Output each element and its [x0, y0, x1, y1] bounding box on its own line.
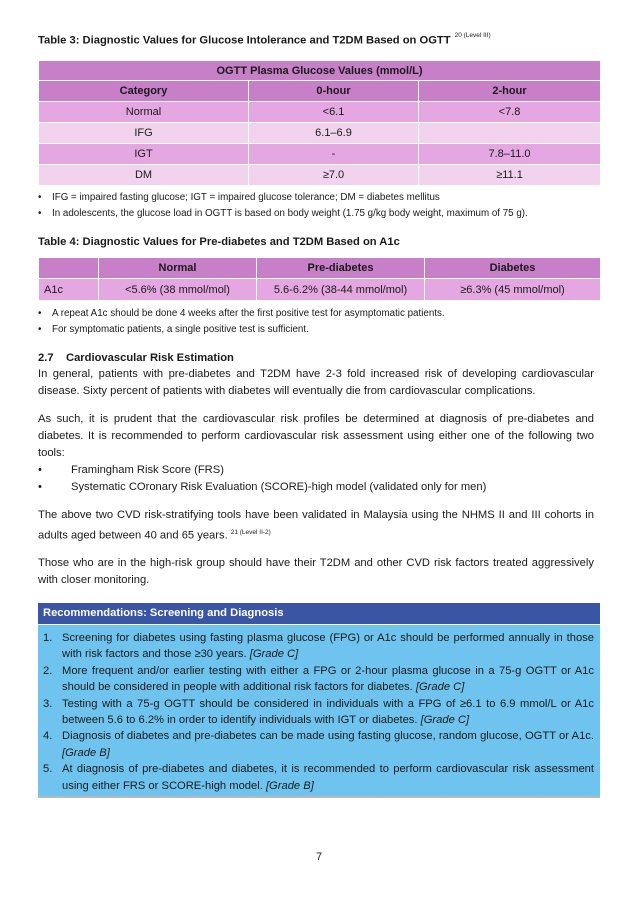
- table-cell: 6.1–6.9: [249, 123, 419, 144]
- table-cell: [419, 123, 601, 144]
- paragraph-3-ref: 21 (Level II-2): [230, 529, 271, 536]
- table3-caption-text: Table 3: Diagnostic Values for Glucose Intolerance and T2DM Based on OGTT: [38, 34, 451, 47]
- recommendation-text: Testing with a 75-g OGTT should be considered in individuals with a FPG of ≥6.1 to 6.9 mmol/L or A1c between 5.6 to 6.2% in order to identify individuals with IGT or diabetes.: [62, 697, 594, 727]
- recommendation-grade: [Grade B]: [62, 746, 110, 759]
- table-cell: ≥6.3% (45 mmol/mol): [425, 279, 601, 301]
- recommendation-grade: [Grade C]: [420, 714, 470, 727]
- recommendations-box: [38, 603, 600, 798]
- paragraph-2: As such, it is prudent that the cardiovascular risk profiles be determined at diagnosis of pre-diabetes and diabetes. It is recommended to perform cardiovascular risk assessment using either one of the following two tools:: [38, 413, 594, 459]
- recommendation-number: 5.: [43, 763, 53, 776]
- table-cell: 7.8–11.0: [419, 144, 601, 165]
- table3-super-header: OGTT Plasma Glucose Values (mmol/L): [39, 61, 601, 81]
- recommendation-number: 2.: [43, 664, 53, 677]
- tools-list: [38, 462, 486, 496]
- table4-note: A repeat A1c should be done 4 weeks after the first positive test for asymptomatic patients.: [52, 308, 445, 319]
- tool-item: Framingham Risk Score (FRS): [71, 464, 224, 476]
- table4-col-prediabetes: Pre-diabetes: [257, 258, 425, 279]
- page-number: 7: [315, 851, 323, 863]
- recommendation-text: Screening for diabetes using fasting plasma glucose (FPG) or A1c should be performed annually in those with risk factors and those ≥30 years.: [62, 632, 594, 661]
- table-row: [39, 279, 601, 301]
- recommendation-item: [43, 761, 594, 794]
- table-row: [39, 102, 601, 123]
- bullet-dot: •: [38, 464, 42, 476]
- section-title: Cardiovascular Risk Estimation: [66, 352, 234, 364]
- recommendation-grade: [Grade C]: [415, 681, 465, 694]
- table-cell: ≥11.1: [419, 165, 601, 186]
- paragraph-1: In general, patients with pre-diabetes and T2DM have 2-3 fold increased risk of developing cardiovascular disease. Sixty percent of patients with diabetes will eventually die from cardiovascular complications.: [38, 368, 594, 397]
- table-cell: DM: [39, 165, 249, 186]
- bullet-dot: •: [38, 192, 42, 203]
- table4-note: For symptomatic patients, a single positive test is sufficient.: [52, 324, 309, 335]
- bullet-dot: •: [38, 208, 42, 219]
- table-row: [39, 144, 601, 165]
- table-row: [39, 165, 601, 186]
- table3-col-category: Category: [39, 81, 249, 102]
- table4-notes: [38, 306, 445, 338]
- table4-col-blank: [39, 258, 99, 279]
- table3-col-2hour: 2-hour: [419, 81, 601, 102]
- bullet-dot: •: [38, 308, 42, 319]
- recommendations-list: [38, 625, 600, 794]
- tool-item: Systematic COronary Risk Evaluation (SCORE)-high model (validated only for men): [71, 481, 487, 493]
- table-cell: <5.6% (38 mmol/mol): [99, 279, 257, 301]
- recommendation-item: [43, 630, 594, 663]
- table3-notes: [38, 190, 528, 222]
- recommendation-text: At diagnosis of pre-diabetes and diabetes, it is recommended to perform cardiovascular risk assessment using either FRS or SCORE-high model.: [62, 763, 594, 792]
- recommendation-item: [43, 728, 594, 761]
- paragraph-3-text: The above two CVD risk-stratifying tools have been validated in Malaysia using the NHMS II and III cohorts in adults aged between 40 and 65 years.: [38, 509, 594, 542]
- table-cell: ≥7.0: [249, 165, 419, 186]
- recommendation-text: More frequent and/or earlier testing with either a FPG or 2-hour plasma glucose in a 75-g OGTT or A1c should be considered in people with additional risk factors for diabetes.: [62, 664, 594, 694]
- table-cell: <6.1: [249, 102, 419, 123]
- table4-caption: Table 4: Diagnostic Values for Pre-diabetes and T2DM Based on A1c: [38, 236, 400, 248]
- bullet-dot: •: [38, 324, 42, 335]
- table-cell: <7.8: [419, 102, 601, 123]
- table3: [38, 60, 601, 186]
- recommendations-title: Recommendations: Screening and Diagnosis: [38, 603, 600, 625]
- table-cell: -: [249, 144, 419, 165]
- recommendation-item: [43, 696, 594, 729]
- paragraph-3: [38, 507, 594, 545]
- table4-col-diabetes: Diabetes: [425, 258, 601, 279]
- table-cell: IFG: [39, 123, 249, 144]
- paragraph-4: Those who are in the high-risk group should have their T2DM and other CVD risk factors treated aggressively with closer monitoring.: [38, 557, 594, 586]
- table-cell: A1c: [39, 279, 99, 301]
- table4: [38, 257, 601, 301]
- table-cell: 5.6-6.2% (38-44 mmol/mol): [257, 279, 425, 301]
- recommendation-number: 1.: [43, 632, 53, 644]
- table3-caption: [38, 34, 491, 47]
- recommendation-grade: [Grade B]: [265, 779, 314, 792]
- recommendation-item: [43, 663, 594, 696]
- recommendation-number: 4.: [43, 730, 53, 743]
- section-heading: [38, 352, 234, 364]
- recommendation-number: 3.: [43, 697, 53, 710]
- recommendation-text: Diagnosis of diabetes and pre-diabetes can be made using fasting glucose, random glucose, OGTT or A1c.: [62, 730, 594, 743]
- section-number: 2.7: [38, 352, 54, 364]
- table3-caption-ref: 20 (Level III): [454, 32, 491, 39]
- table3-note: In adolescents, the glucose load in OGTT is based on body weight (1.75 g/kg body weight, maximum of 75 g).: [52, 208, 528, 219]
- table3-note: IFG = impaired fasting glucose; IGT = impaired glucose tolerance; DM = diabetes mellitus: [52, 192, 440, 203]
- table3-col-0hour: 0-hour: [249, 81, 419, 102]
- bullet-dot: •: [38, 481, 42, 493]
- table4-col-normal: Normal: [99, 258, 257, 279]
- recommendation-grade: [Grade C]: [249, 648, 299, 661]
- table-row: [39, 123, 601, 144]
- table-cell: IGT: [39, 144, 249, 165]
- table-cell: Normal: [39, 102, 249, 123]
